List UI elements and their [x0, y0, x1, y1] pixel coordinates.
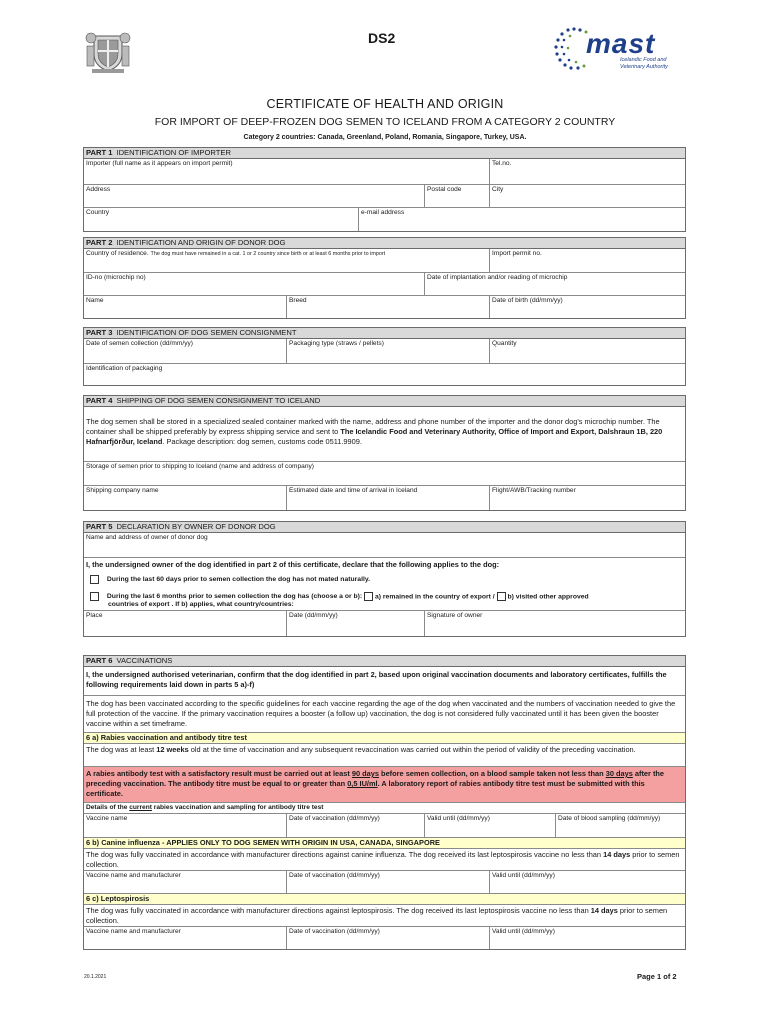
leptospirosis-fields-row: [84, 926, 685, 949]
rabies-details-text: Details of the current rabies vaccination and sampling for antibody titre test: [86, 804, 324, 811]
part-3-consignment: [83, 327, 686, 386]
importer-row: [84, 159, 685, 184]
leptospirosis-vaccination-date-field[interactable]: Date of vaccination (dd/mm/yy): [286, 927, 489, 949]
influenza-vaccination-date-field[interactable]: Date of vaccination (dd/mm/yy): [286, 871, 489, 893]
rabies-heading: 6 a) Rabies vaccination and antibody titre test: [86, 733, 247, 742]
general-vaccination-text: The dog has been vaccinated according to the specific guidelines for each vaccine regarding the age of the dog when vaccinated and the numbers of vaccination needed to give the full protection of the vaccine. If the primary vaccination requires a booster (a follow up) vaccination, the dog is not considered fully vaccinated until it has been given the booster vaccine within a set timeframe.: [86, 699, 676, 728]
logo-subtitle-1: Icelandic Food and: [620, 57, 667, 63]
vet-confirmation-row: [84, 667, 685, 695]
postal-code-field[interactable]: Postal code: [424, 185, 489, 207]
part-1-header: PART 1 IDENTIFICATION OF IMPORTER: [84, 148, 685, 159]
date-of-birth-field[interactable]: Date of birth (dd/mm/yy): [489, 296, 685, 318]
rabies-details-row: [84, 802, 685, 813]
leptospirosis-text: The dog was fully vaccinated in accordance with manufacturer directions against leptospirosis. The dog received its last leptospirosis vaccine no less than 14 days prior to semen collection.: [86, 906, 668, 925]
shipping-company-field[interactable]: Shipping company name: [86, 487, 159, 494]
rabies-antibody-row: [84, 766, 685, 802]
arrival-field[interactable]: Estimated date and time of arrival in Iceland: [286, 486, 489, 510]
part-6-header: PART 6 VACCINATIONS: [84, 656, 685, 667]
iceland-coat-of-arms-icon: [84, 24, 132, 74]
category-countries: Category 2 countries: Canada, Greenland, Poland, Romania, Singapore, Turkey, USA.: [243, 134, 527, 141]
quantity-field[interactable]: Quantity: [489, 339, 685, 363]
tracking-field[interactable]: Flight/AWB/Tracking number: [489, 486, 685, 510]
dog-name-field[interactable]: Name: [86, 297, 104, 304]
residence-checkbox[interactable]: [90, 592, 99, 601]
rabies-fields-row: [84, 813, 685, 837]
check-row-2: During the last 6 months prior to semen collection the dog has (choose a or b): a) remained in the country of export / b) visited other approved: [90, 592, 589, 601]
declaration-text: I, the undersigned owner of the dog identified in part 2 of this certificate, declare that the following applies to the dog:: [86, 560, 500, 569]
countries-note: countries of export . If b) applies, what country/countries:: [108, 601, 294, 608]
microchip-field[interactable]: ID-no (microchip no): [86, 274, 146, 281]
influenza-heading: 6 b) Canine influenza - APPLIES ONLY TO DOG SEMEN WITH ORIGIN IN USA, CANADA, SINGAPORE: [86, 838, 440, 847]
part-4-shipping: [83, 395, 686, 511]
rabies-vaccine-name-field[interactable]: Vaccine name: [86, 815, 128, 822]
vet-confirmation-text: I, the undersigned authorised veterinarian, confirm that the dog identified in part 2, based upon original vaccination documents and laboratory certificates, fulfills the following requirements laid down in parts 5 a)-f): [86, 670, 667, 689]
rabies-age-row: [84, 743, 685, 766]
checklist: [84, 572, 685, 610]
option-a-checkbox[interactable]: [364, 592, 373, 601]
address-row: [84, 184, 685, 207]
storage-row: [84, 461, 685, 485]
collection-date-field[interactable]: Date of semen collection (dd/mm/yy): [86, 340, 194, 347]
rabies-vaccination-date-field[interactable]: Date of vaccination (dd/mm/yy): [286, 814, 424, 837]
general-vaccination-row: [84, 695, 685, 732]
logo-subtitle-2: Veterinary Authority: [620, 64, 668, 70]
shipping-company-row: [84, 485, 685, 510]
packaging-identification-field[interactable]: Identification of packaging: [86, 365, 163, 372]
import-permit-field[interactable]: Import permit no.: [489, 249, 685, 272]
declaration-row: [84, 557, 685, 572]
collection-row: [84, 339, 685, 363]
part-2-header: PART 2 IDENTIFICATION AND ORIGIN OF DONOR DOG: [84, 238, 685, 249]
country-row: [84, 207, 685, 231]
email-field[interactable]: e-mail address: [358, 208, 685, 231]
leptospirosis-vaccine-field[interactable]: Vaccine name and manufacturer: [86, 928, 181, 935]
shipping-text: The dog semen shall be stored in a specialized sealed container marked with the name, address and phone number of the importer and the donor dog's microchip number. The container shall be shipped preferably by express shipping service and sent to The Icelandic Food and Veterinary Authority, Office of Import and Export, Dalshraun 1B, 220 Hafnarfjörður, Iceland. Package description: dog semen, customs code 0511.9909.: [86, 417, 663, 446]
tel-field[interactable]: Tel.no.: [489, 159, 685, 184]
name-row: [84, 295, 685, 318]
residence-field[interactable]: Country of residence. The dog must have remained in a cat. 1 or 2 country since birth or at least 6 months prior to import: [86, 250, 386, 257]
shipping-instructions: [84, 407, 685, 461]
leptospirosis-text-row: [84, 904, 685, 926]
date-field[interactable]: Date (dd/mm/yy): [286, 611, 424, 636]
influenza-text-row: [84, 848, 685, 870]
part-5-owner-declaration: [83, 521, 686, 637]
logo-text: mast: [586, 28, 656, 59]
breed-field[interactable]: Breed: [286, 296, 489, 318]
place-field[interactable]: Place: [86, 612, 103, 619]
check-row-1: During the last 60 days prior to semen collection the dog has not mated naturally.: [90, 575, 370, 584]
packaging-type-field[interactable]: Packaging type (straws / pellets): [286, 339, 489, 363]
influenza-valid-until-field[interactable]: Valid until (dd/mm/yy): [489, 871, 685, 893]
signature-row: [84, 610, 685, 636]
residence-row: [84, 249, 685, 272]
document-code: DS2: [368, 30, 396, 46]
part-1-importer: [83, 147, 686, 232]
part-3-header: PART 3 IDENTIFICATION OF DOG SEMEN CONSIGNMENT: [84, 328, 685, 339]
rabies-valid-until-field[interactable]: Valid until (dd/mm/yy): [424, 814, 555, 837]
rabies-heading-row: [84, 732, 685, 743]
storage-field[interactable]: Storage of semen prior to shipping to Iceland (name and address of company): [86, 463, 314, 470]
mast-logo: [550, 24, 685, 74]
address-field[interactable]: Address: [86, 186, 111, 193]
owner-row: [84, 533, 685, 557]
influenza-vaccine-field[interactable]: Vaccine name and manufacturer: [86, 872, 181, 879]
influenza-text: The dog was fully vaccinated in accordance with manufacturer directions against canine influenza. The dog received its last leptospirosis vaccine no less than 14 days prior to semen collection.: [86, 850, 680, 869]
influenza-heading-row: [84, 837, 685, 848]
rabies-antibody-text: A rabies antibody test with a satisfactory result must be carried out at least 90 days before semen collection, on a blood sample taken not less than 30 days after the preceding vaccination. The antibody titre must be equal to or greater than 0,5 IU/ml. A laboratory report of rabies antibody titre test must be submitted with this certificate.: [86, 769, 665, 798]
leptospirosis-heading: 6 c) Leptospirosis: [86, 894, 150, 903]
id-row: [84, 272, 685, 295]
packaging-id-row: [84, 363, 685, 385]
city-field[interactable]: City: [489, 185, 685, 207]
footer-date: 20.1.2021: [84, 974, 107, 980]
leptospirosis-heading-row: [84, 893, 685, 904]
owner-field[interactable]: Name and address of owner of donor dog: [86, 534, 208, 541]
country-field[interactable]: Country: [86, 209, 110, 216]
blood-sampling-date-field[interactable]: Date of blood sampling (dd/mm/yy): [555, 814, 685, 837]
influenza-fields-row: [84, 870, 685, 893]
certificate-subtitle: FOR IMPORT OF DEEP-FROZEN DOG SEMEN TO ICELAND FROM A CATEGORY 2 COUNTRY: [154, 116, 616, 128]
importer-field[interactable]: Importer (full name as it appears on import permit): [86, 160, 233, 167]
option-b-checkbox[interactable]: [497, 592, 506, 601]
certificate-title: CERTIFICATE OF HEALTH AND ORIGIN: [266, 97, 504, 111]
part-4-header: PART 4 SHIPPING OF DOG SEMEN CONSIGNMENT TO ICELAND: [84, 396, 685, 407]
rabies-age-text: The dog was at least 12 weeks old at the time of vaccination and any subsequent revaccination was carried out within the period of validity of the preceding vaccination.: [86, 745, 636, 754]
page-number: Page 1 of 2: [637, 972, 677, 981]
owner-signature-field[interactable]: Signature of owner: [424, 611, 685, 636]
mating-checkbox[interactable]: [90, 575, 99, 584]
part-2-donor-dog: [83, 237, 686, 319]
part-5-header: PART 5 DECLARATION BY OWNER OF DONOR DOG: [84, 522, 685, 533]
part-6-vaccinations: [83, 655, 686, 950]
leptospirosis-valid-until-field[interactable]: Valid until (dd/mm/yy): [489, 927, 685, 949]
implantation-date-field[interactable]: Date of implantation and/or reading of microchip: [424, 273, 685, 295]
